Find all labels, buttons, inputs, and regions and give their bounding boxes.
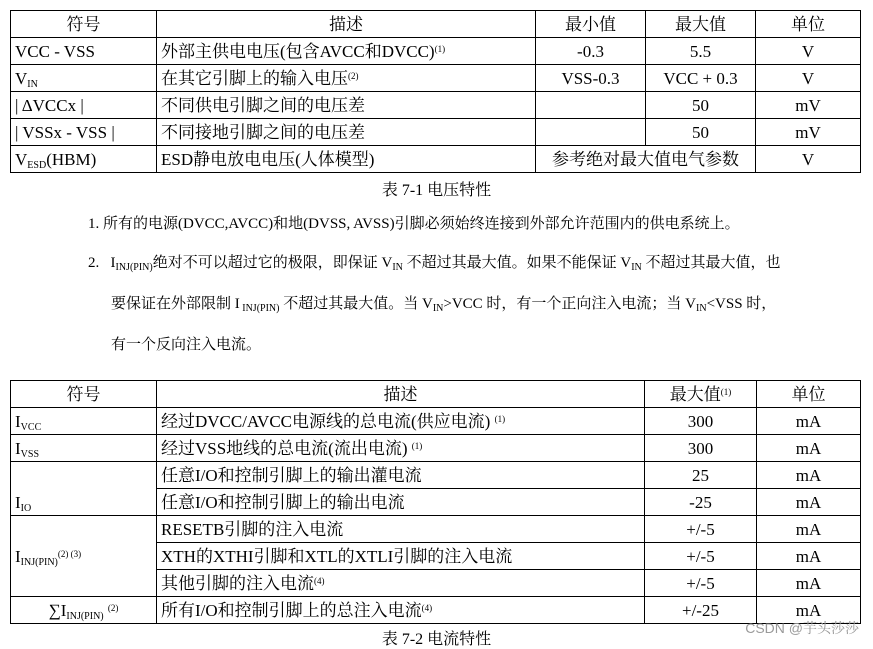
max-cell: 300 — [645, 408, 757, 435]
col-header-symbol: 符号 — [11, 381, 157, 408]
description-cell: 所有I/O和控制引脚上的总注入电流$^{(4)}$ — [157, 597, 645, 624]
max-cell: 5.5 — [646, 38, 756, 65]
min-cell: -0.3 — [536, 38, 646, 65]
note-2-line-2: 要保证在外部限制 I $_{INJ(PIN)}$ 不超过其最大值。当 $V_{IN}>VCC$ 时，有一个正向注入电流；当 $V_{IN}<VSS$ 时， — [111, 296, 777, 314]
unit-cell: mA — [757, 462, 861, 489]
description-cell: 经过VSS地线的总电流(流出电流) $^{(1)}$ — [157, 435, 645, 462]
col-header-unit: 单位 — [756, 11, 861, 38]
col-header-description: 描述 — [157, 381, 645, 408]
unit-cell: mA — [757, 489, 861, 516]
max-cell: +/-25 — [645, 597, 757, 624]
note-2-line-3: 有一个反向注入电流。 — [111, 337, 262, 353]
symbol-cell: $I_{INJ(PIN)}^{(2) (3)}$ — [11, 516, 157, 597]
min-cell — [536, 92, 646, 119]
symbol-cell: $V_{IN}$ — [11, 65, 157, 92]
unit-cell: mA — [757, 597, 861, 624]
description-cell: 不同供电引脚之间的电压差 — [157, 92, 536, 119]
description-cell: 任意I/O和控制引脚上的输出电流 — [157, 489, 645, 516]
description-cell: RESETB引脚的注入电流 — [157, 516, 645, 543]
col-header-symbol: 符号 — [11, 11, 157, 38]
note-1: 1. 所有的电源(DVCC,AVCC)和地(DVSS, AVSS)引脚必须始终连接到外部允许范围内的供电系统上。 — [88, 216, 740, 232]
symbol-cell: VCC - VSS — [11, 38, 157, 65]
min-cell: VSS-0.3 — [536, 65, 646, 92]
max-cell: 25 — [645, 462, 757, 489]
col-header-min: 最小值 — [536, 11, 646, 38]
current-table — [10, 380, 861, 624]
min-cell — [536, 119, 646, 146]
col-header-max: 最大值$^{(1)}$ — [645, 381, 757, 408]
unit-cell: mA — [757, 435, 861, 462]
unit-cell: mA — [757, 543, 861, 570]
table-row — [11, 462, 861, 489]
unit-cell: mV — [756, 119, 861, 146]
max-cell: +/-5 — [645, 570, 757, 597]
watermark: CSDN @芋头莎莎 — [745, 620, 859, 636]
table-row — [11, 146, 861, 173]
description-cell: 在其它引脚上的输入电压$^{(2)}$ — [157, 65, 536, 92]
reference-cell: 参考绝对最大值电气参数 — [536, 146, 756, 173]
table-row — [11, 119, 861, 146]
table-row — [11, 92, 861, 119]
description-cell: 其他引脚的注入电流$^{(4)}$ — [157, 570, 645, 597]
table-row — [11, 38, 861, 65]
symbol-cell: $\sum I_{INJ(PIN)}$ $^{(2)}$ — [11, 597, 157, 624]
description-cell: 外部主供电电压(包含AVCC和DVCC)$^{(1)}$ — [157, 38, 536, 65]
symbol-cell: $I_{IO}$ — [11, 462, 157, 516]
unit-cell: V — [756, 65, 861, 92]
unit-cell: mV — [756, 92, 861, 119]
col-header-description: 描述 — [157, 11, 536, 38]
table-caption: 表 7-2 电流特性 — [381, 631, 492, 648]
description-cell: ESD静电放电电压(人体模型) — [157, 146, 536, 173]
max-cell: VCC + 0.3 — [646, 65, 756, 92]
unit-cell: V — [756, 146, 861, 173]
table-row — [11, 408, 861, 435]
table-row — [11, 597, 861, 624]
max-cell: -25 — [645, 489, 757, 516]
symbol-cell: | VSSx - VSS | — [11, 119, 157, 146]
description-cell: 经过DVCC/AVCC电源线的总电流(供应电流) $^{(1)}$ — [157, 408, 645, 435]
table-row — [11, 516, 861, 543]
unit-cell: mA — [757, 570, 861, 597]
symbol-cell: $I_{VCC}$ — [11, 408, 157, 435]
col-header-max: 最大值 — [646, 11, 756, 38]
unit-cell: V — [756, 38, 861, 65]
table-caption: 表 7-1 电压特性 — [381, 182, 492, 199]
max-cell: +/-5 — [645, 516, 757, 543]
description-cell: 任意I/O和控制引脚上的输出灌电流 — [157, 462, 645, 489]
symbol-cell: $V_{ESD}(HBM)$ — [11, 146, 157, 173]
voltage-table — [10, 10, 861, 173]
unit-cell: mA — [757, 516, 861, 543]
max-cell: 300 — [645, 435, 757, 462]
note-2-line-1: 2. $I_{INJ(PIN)}$绝对不可以超过它的极限，即保证 $V_{IN}$ 不超过其最大值。如果不能保证 $V_{IN}$ 不超过其最大值，也 — [88, 255, 781, 273]
symbol-cell: | ΔVCCx | — [11, 92, 157, 119]
max-cell: 50 — [646, 119, 756, 146]
symbol-cell: $I_{VSS}$ — [11, 435, 157, 462]
max-cell: 50 — [646, 92, 756, 119]
unit-cell: mA — [757, 408, 861, 435]
table-row — [11, 435, 861, 462]
max-cell: +/-5 — [645, 543, 757, 570]
col-header-unit: 单位 — [757, 381, 861, 408]
table-row — [11, 65, 861, 92]
description-cell: XTH的XTHI引脚和XTL的XTLI引脚的注入电流 — [157, 543, 645, 570]
description-cell: 不同接地引脚之间的电压差 — [157, 119, 536, 146]
